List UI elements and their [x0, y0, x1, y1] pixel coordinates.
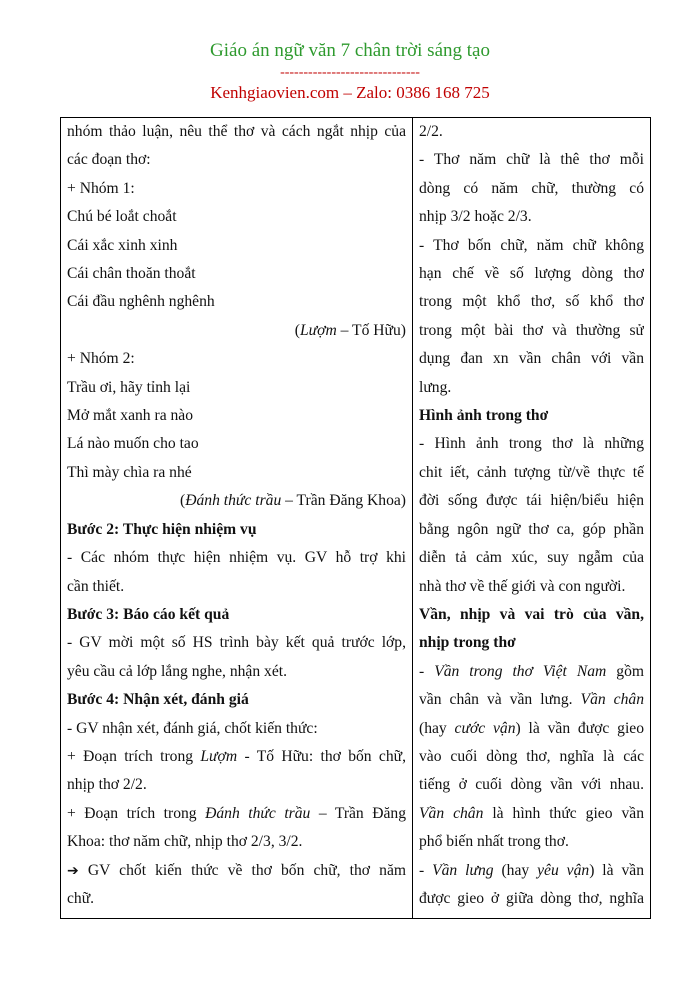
body-line: đời sống được tái hiện/biểu hiện	[419, 492, 644, 510]
body-line: Khoa: thơ năm chữ, nhịp thơ 2/3, 3/2.	[67, 833, 303, 851]
source-author: – Trần Đăng Khoa)	[281, 492, 406, 510]
body-line: bằng ngôn ngữ thơ ca, góp phần	[419, 520, 644, 538]
source-title: Lượm	[299, 321, 337, 339]
body-line	[419, 800, 644, 828]
poem-line: Mở mắt xanh ra nào	[67, 407, 194, 425]
text-run: -	[419, 861, 433, 879]
intro-line: nhóm thảo luận, nêu thể thơ và cách ngắt nhịp của	[67, 123, 406, 140]
body-line: - Thơ bốn chữ, năm chữ không	[419, 236, 644, 254]
body-line: dòng có năm chữ, thường có	[419, 179, 644, 197]
source-title: Đánh thức trầu	[185, 492, 282, 510]
knowledge-column	[413, 118, 651, 919]
body-line: yêu cầu cả lớp lắng nghe, nhận xét.	[67, 662, 287, 680]
body-line	[419, 715, 644, 743]
section-heading: Hình ảnh trong thơ	[419, 407, 549, 425]
body-line: chit iết, cảnh tượng từ/về thực tế	[419, 463, 644, 481]
body-line: diễn tả cảm xúc, suy ngẫm của	[419, 549, 644, 567]
body-line: 2/2.	[419, 123, 443, 140]
body-line	[419, 686, 644, 714]
text-run: - Tố Hữu: thơ bốn chữ,	[237, 747, 406, 765]
body-line	[67, 743, 406, 771]
term: Vần trong thơ Việt Nam	[434, 662, 607, 680]
body-line: trong một khổ thơ, số khổ thơ	[419, 293, 644, 311]
body-line: lưng.	[419, 378, 452, 396]
body-line: phổ biến nhất trong thơ.	[419, 833, 569, 851]
step-heading: Bước 4: Nhận xét, đánh giá	[67, 691, 249, 709]
poem-line: Trầu ơi, hãy tỉnh lại	[67, 378, 191, 396]
page-header	[0, 40, 700, 103]
lesson-table	[60, 117, 651, 919]
text-run: ) là vần	[589, 861, 644, 879]
work-title: Đánh thức trầu	[205, 804, 311, 822]
body-line: - Các nhóm thực hiện nhiệm vụ. GV hỗ trợ khi	[67, 549, 406, 567]
body-line: được gieo ở giữa dòng thơ, nghĩa	[419, 889, 644, 907]
term: Vần chân	[580, 691, 644, 709]
text-run: vần chân và vần lưng.	[419, 691, 581, 709]
body-line: chữ.	[67, 889, 95, 907]
poem-line: Thì mày chìa ra nhé	[67, 463, 192, 481]
poem-line: Cái chân thoăn thoắt	[67, 265, 196, 283]
text-run: là hình thức gieo vần	[483, 804, 644, 822]
group-label: + Nhóm 1:	[67, 179, 135, 197]
body-line: nhịp 3/2 hoặc 2/3.	[419, 208, 532, 226]
body-line: trong một bài thơ và thường sử	[419, 321, 644, 339]
section-heading: Vần, nhịp và vai trò của vần,	[419, 605, 644, 623]
poem-line: Lá nào muốn cho tao	[67, 435, 199, 453]
poem-source: (Đánh thức trầu – Trần Đăng Khoa)	[180, 492, 406, 510]
text-run: + Đoạn trích trong	[67, 804, 206, 822]
term: cước vận	[454, 719, 516, 737]
header-contact: Kenhgiaovien.com – Zalo: 0386 168 725	[210, 83, 490, 102]
body-line: dụng đan xn vần chân với vần	[419, 350, 644, 368]
header-divider: ------------------------------	[280, 65, 420, 80]
activity-column	[61, 118, 413, 919]
text-run: (hay	[419, 719, 455, 737]
body-line	[419, 857, 644, 885]
body-line: cần thiết.	[67, 577, 125, 595]
body-line	[67, 857, 406, 885]
term: Vần chân	[419, 804, 484, 822]
poem-line: Chú bé loắt choắt	[67, 208, 177, 226]
term: Vần lưng	[432, 861, 494, 879]
body-line: nhịp thơ 2/2.	[67, 776, 147, 794]
work-title: Lượm	[200, 747, 238, 765]
step-heading: Bước 2: Thực hiện nhiệm vụ	[67, 520, 257, 538]
group-label: + Nhóm 2:	[67, 350, 135, 368]
text-run: (hay	[493, 861, 538, 879]
body-line: hạn chế về số lượng dòng thơ	[419, 265, 644, 283]
text-run: ) là vần được gieo	[515, 719, 644, 737]
step-heading: Bước 3: Báo cáo kết quả	[67, 605, 230, 623]
term: yêu vận	[537, 861, 590, 879]
arrow-right-icon: ➔	[67, 862, 79, 879]
source-author: – Tố Hữu)	[336, 321, 406, 339]
body-line	[419, 658, 644, 686]
body-line: - GV mời một số HS trình bày kết quả trước lớp,	[67, 634, 406, 652]
intro-line: các đoạn thơ:	[67, 151, 151, 169]
body-line: - GV nhận xét, đánh giá, chốt kiến thức:	[67, 719, 318, 737]
text-run: -	[419, 662, 435, 680]
text-run: – Trần Đăng	[310, 804, 406, 822]
poem-source: (Lượm – Tố Hữu)	[294, 321, 406, 339]
text-run: gồm	[606, 662, 644, 680]
body-line: nhà thơ về thế giới và con người.	[419, 577, 626, 595]
body-line: vào cuối dòng thơ, nghĩa là các	[419, 747, 644, 765]
poem-line: Cái xắc xinh xinh	[67, 236, 178, 254]
body-line: - Hình ảnh trong thơ là những	[419, 435, 644, 453]
header-title: Giáo án ngữ văn 7 chân trời sáng tạo	[210, 40, 490, 61]
body-line	[67, 800, 406, 828]
section-heading: nhịp trong thơ	[419, 634, 516, 652]
body-line: - Thơ năm chữ là thê thơ mỗi	[419, 151, 644, 169]
poem-line: Cái đầu nghênh nghênh	[67, 293, 215, 311]
text-run: + Đoạn trích trong	[67, 747, 201, 765]
body-line: tiếng ở cuối dòng vần với nhau.	[419, 776, 644, 794]
text-run: GV chốt kiến thức về thơ bốn chữ, thơ năm	[78, 861, 406, 879]
